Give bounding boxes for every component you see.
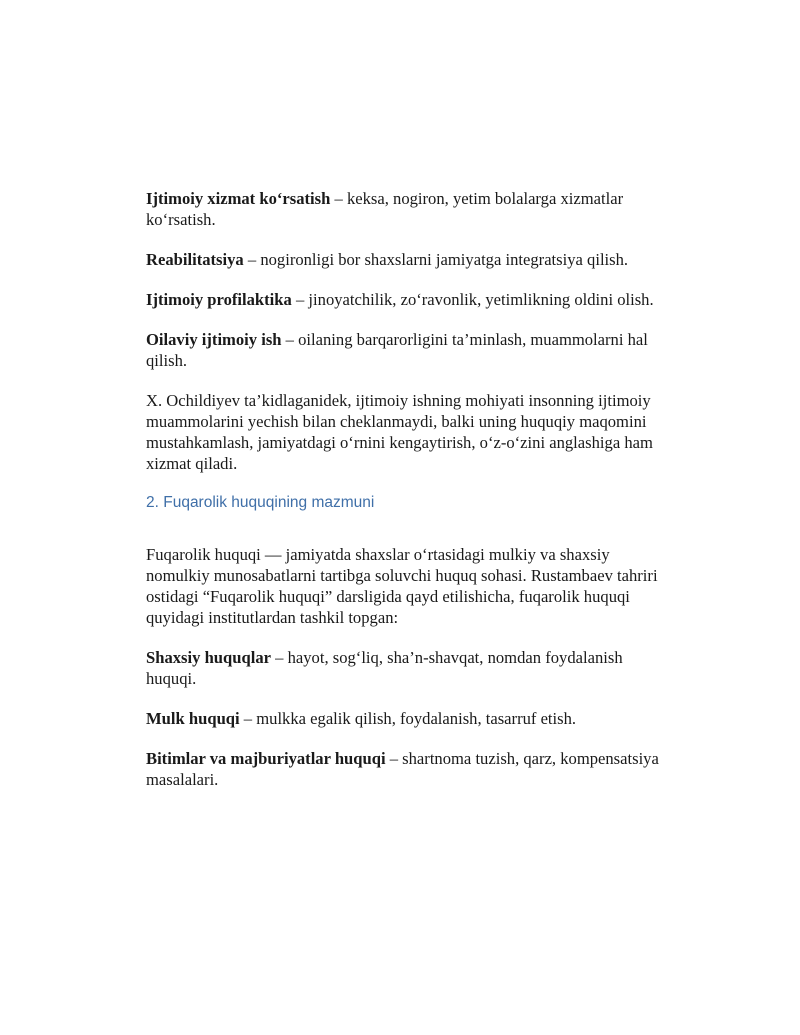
section-heading: 2. Fuqarolik huquqining mazmuni — [146, 494, 375, 511]
definition-term: Mulk huquqi — [146, 709, 240, 728]
document-body — [146, 188, 666, 809]
intro-paragraph: Fuqarolik huquqi — jamiyatda shaxslar o‘rtasidagi mulkiy va shaxsiy nomulkiy munosabatlarni tartibga soluvchi huquq sohasi. Rustambaev tahriri ostidagi “Fuqarolik huquqi” darsligida qayd etilishicha, fuqarolik huquqi quyidagi institutlardan tashkil topgan: — [146, 545, 658, 627]
definition-text: – hayot, sog‘liq, sha’n-shavqat, nomdan foydalanish huquqi. — [146, 648, 623, 688]
definition-paragraph — [146, 647, 666, 689]
definition-paragraph — [146, 329, 666, 371]
definition-term: Oilaviy ijtimoiy ish — [146, 330, 282, 349]
definition-term: Ijtimoiy xizmat ko‘rsatish — [146, 189, 331, 208]
definition-paragraph — [146, 708, 666, 729]
definition-term: Bitimlar va majburiyatlar huquqi — [146, 749, 386, 768]
quote-paragraph: X. Ochildiyev ta’kidlaganidek, ijtimoiy ishning mohiyati insonning ijtimoiy muammolarini yechish bilan cheklanmaydi, balki uning huquqiy maqomini mustahkamlash, jamiyatdagi o‘rnini kengaytirish, o‘z-o‘zini anglashiga ham xizmat qiladi. — [146, 391, 653, 473]
definition-paragraph — [146, 188, 666, 230]
definition-term: Ijtimoiy profilaktika — [146, 290, 292, 309]
definition-paragraph — [146, 289, 666, 310]
definition-text: – shartnoma tuzish, qarz, kompensatsiya masalalari. — [146, 749, 659, 789]
definition-term: Shaxsiy huquqlar — [146, 648, 271, 667]
definition-paragraph — [146, 249, 666, 270]
definition-text: – oilaning barqarorligini ta’minlash, muammolarni hal qilish. — [146, 330, 648, 370]
definition-text: – jinoyatchilik, zo‘ravonlik, yetimlikning oldini olish. — [291, 290, 654, 309]
definition-text: – mulkka egalik qilish, foydalanish, tasarruf etish. — [239, 709, 577, 728]
definition-text: – keksa, nogiron, yetim bolalarga xizmatlar ko‘rsatish. — [146, 189, 624, 229]
definition-term: Reabilitatsiya — [146, 250, 244, 269]
definition-text: – nogironligi bor shaxslarni jamiyatga integratsiya qilish. — [243, 250, 629, 269]
definition-paragraph — [146, 748, 666, 790]
